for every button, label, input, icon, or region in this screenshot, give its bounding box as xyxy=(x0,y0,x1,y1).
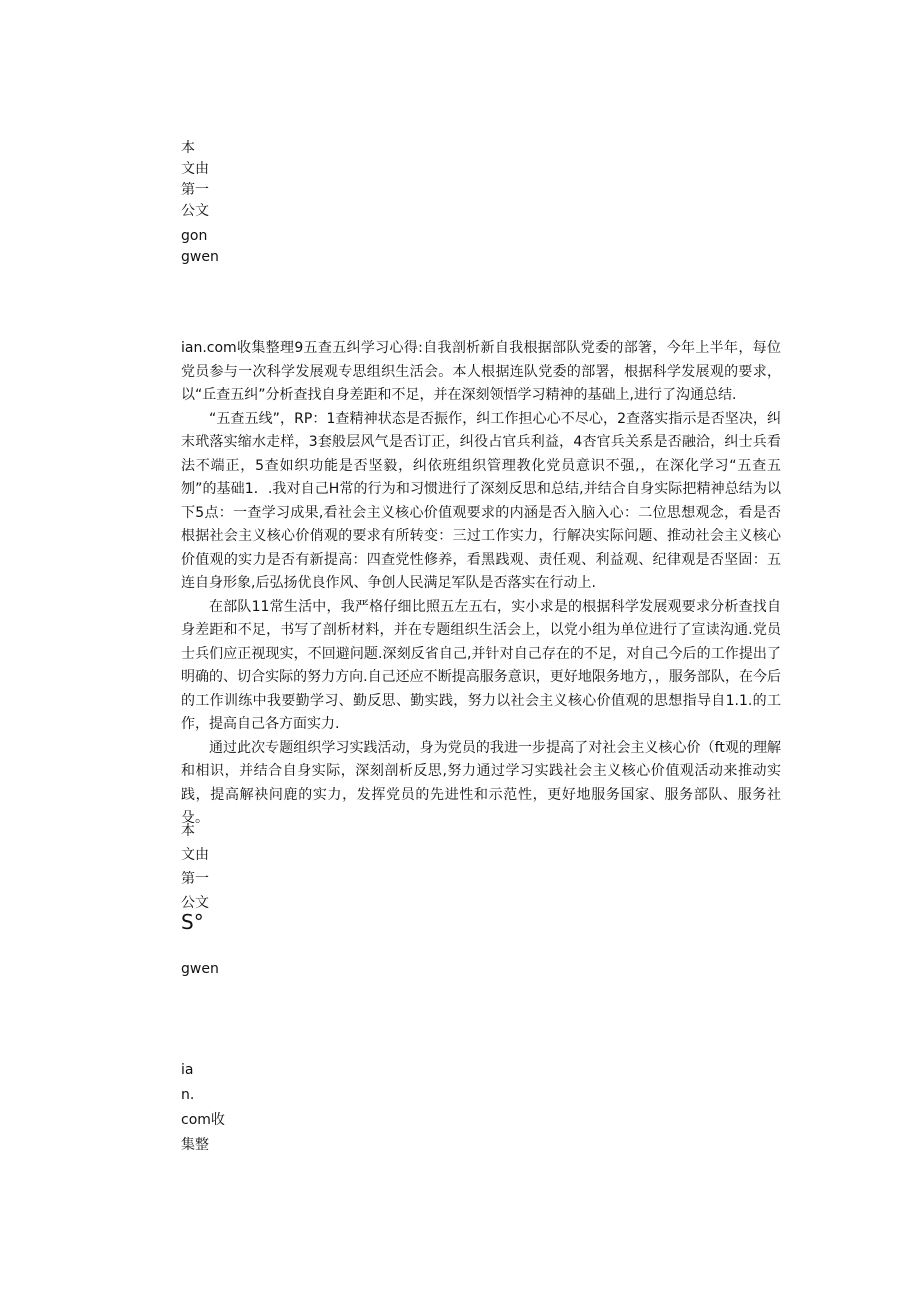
footer-fragment: 集整 xyxy=(181,1137,209,1153)
header-fragment: 公文 xyxy=(181,203,209,219)
paragraph: ian.com收集整理9五查五纠学习心得:自我剖析新自我根据部队党委的部箸，今年上半年，每位党员参与一次科学发展观专思组织生活会。本人根据连队党委的部署，根据科学发展观的要求，以“丘查五纠”分析查找自身差距和不足，并在深刻领悟学习精神的基础上,进行了沟通总结. xyxy=(181,340,781,403)
footer-fragment: S° xyxy=(181,910,204,934)
footer-fragment: com收 xyxy=(181,1112,225,1128)
footer-fragment: 第一 xyxy=(181,871,209,887)
header-fragment: gon xyxy=(181,228,208,244)
header-fragment: 第一 xyxy=(181,182,209,198)
header-fragment: 文由 xyxy=(181,161,209,177)
footer-fragment: gwen xyxy=(181,961,219,977)
header-fragment: 本 xyxy=(181,140,195,156)
paragraph: 在部队11常生活中，我严格仔细比照五左五右，实小求是的根据科学发展观要求分析查找自身差距和不足，书写了剖析材料，并在专题组织生活会上，以党小组为单位进行了宣读沟通.党员士兵们应正视现实，不回避问题.深刻反省自己,并针对自己存在的不足，对自己今后的工作提出了明确的、切合实际的努力方向.自己还应不断提高服务意识，更好地限务地方，，服务部队，在今后的工作训练中我要勤学习、勤反思、勤实践，努力以社会主义核心价值观的思想指导自1.1.的工作，提高自己各方面实力. xyxy=(181,598,781,732)
body-text xyxy=(181,337,781,831)
footer-fragment: 本 xyxy=(181,823,195,839)
paragraph: “五查五线”，RP：1查精神状态是否振作，纠工作担心心不尽心，2查落实指示是否坚决，纠末玳落实缩水走样，3套般层风气是否订正，纠役占官兵利益，4杏官兵关系是否融洽，纠士兵看法不端正，5查如织功能是否坚毅，纠依班组织管理教化党员意识不强,，在深化学习“五查五刎”的基础1．.我对自己H常的行为和习惯进行了深刻反思和总结,并结合自身实际把精神总结为以下5点：一查学习成果,看社会主义核心价值观要求的内涵是否入脑入心：二位思想观念，看是否根据社会主义核心价俏观的要求有所转变：三过工作实力，行解决实际问题、推动社会主义核心价值观的实力是否有新提高：四查党性修养，看黑践观、责任观、利益观、纪律观是否坚固：五连自身形象,后弘扬优良作风、争创人民满足军队是否落实在行动上. xyxy=(181,410,781,591)
footer-fragment: ia xyxy=(181,1062,194,1078)
footer-fragment: 公文 xyxy=(181,895,209,911)
footer-fragment: n. xyxy=(181,1087,195,1103)
paragraph: 通过此次专题组织学习实践活动，身为党员的我进一步提高了对社会主义核心价（ft观的理解和相识，并结合自身实际，深刻剖析反思,努力通过学习实践社会主义核心价值观活动来推动实践，提高解袂问鹿的实力，发挥党员的先进性和示范性，更好地服务国家、服务部队、服务社殳。 xyxy=(181,739,781,826)
footer-fragment: 文由 xyxy=(181,847,209,863)
header-fragment: gwen xyxy=(181,249,219,265)
